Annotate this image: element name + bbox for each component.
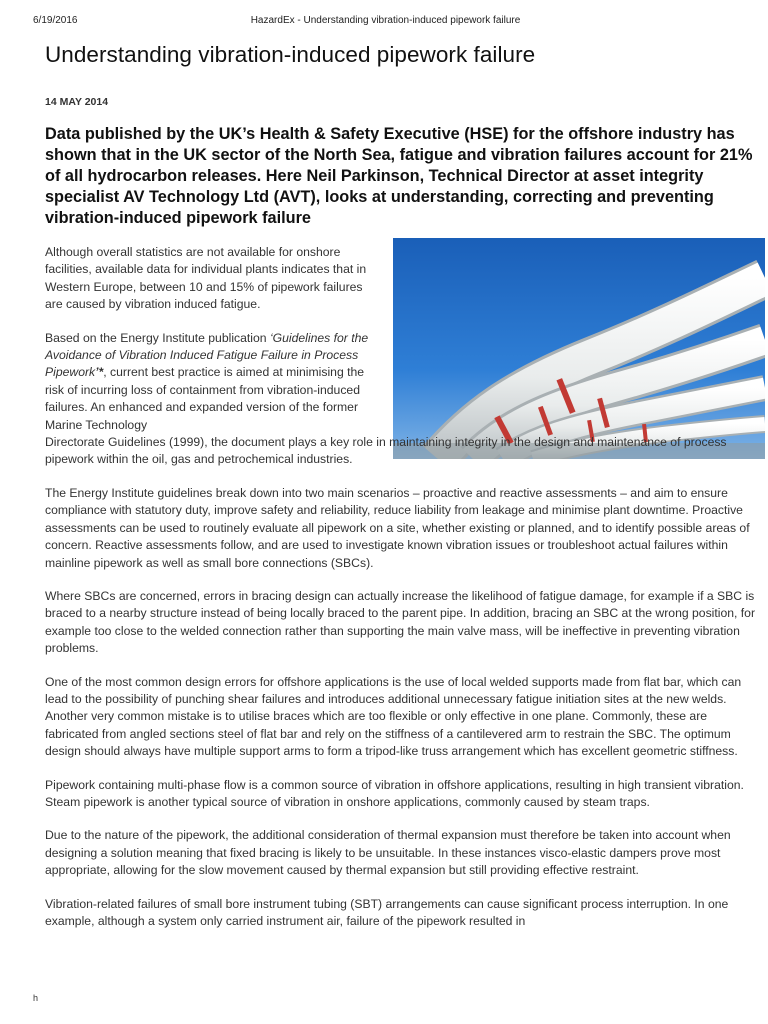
body-paragraph: Although overall statistics are not available for onshore facilities, available data for individual plants indicates that in Western Europe, between 10 and 15% of pipework failures are caused by vibration induced fatigue. <box>45 245 367 312</box>
body-paragraph: Where SBCs are concerned, errors in bracing design can actually increase the likelihood of fatigue damage, for example if a SBC is braced to a nearby structure instead of being locally braced to the parent pipe. In addition, bracing an SBC at the wrong position, for example too close to the welded connection rather than supporting the main valve mass, will be ineffective in preventing vibration problems. <box>45 588 756 656</box>
print-header <box>33 15 738 29</box>
print-page-title: HazardEx - Understanding vibration-induced pipework failure <box>250 15 521 26</box>
article-standfirst: Data published by the UK’s Health & Safety Executive (HSE) for the offshore industry has shown that in the UK sector of the North Sea, fatigue and vibration failures account for 21% of all hydrocarbon releases. Here Neil Parkinson, Technical Director at asset integrity specialist AV Technology Ltd (AVT), looks at understanding, correcting and preventing vibration-induced pipework failure <box>45 125 753 227</box>
body-paragraph: Based on the Energy Institute publication ‘Guidelines for the Avoidance of Vibration Induced Fatigue Failure in Process Pipework’*, current best practice is aimed at minimising the risk of incurring loss of containment from vibration-induced failures. An enhanced and expanded version of the former Marine Technology Directorate Guidelines (1999), the document plays a key role in maintaining integrity in the design and maintenance of process pipework within the oil, gas and petrochemical industries. <box>45 330 727 467</box>
publication-title: ‘Guidelines for the Avoidance of Vibration Induced Fatigue Failure in Process Pipework <box>45 330 369 380</box>
body-paragraph: One of the most common design errors for offshore applications is the use of local welded supports made from flat bar, which can lead to the possibility of punching shear failures and introduces additional unnecessary fatigue initiation sites at the new welds. Another very common mistake is to utilise braces which are too flexible or only effective in one plane. Commonly, these are fabricated from angled sections steel of flat bar and rely on the stiffness of a cantilevered arm to restrain the SBC. The optimum design should always have multiple support arms to form a tripod-like truss arrangement which has excellent geometric stiffness. <box>45 674 742 759</box>
body-paragraph: The Energy Institute guidelines break down into two main scenarios – proactive and reactive assessments – and aim to ensure compliance with statutory duty, improve safety and reliability, reduce liability from leakage and minimise plant downtime. Proactive assessments can be used to routinely evaluate all pipework on a site, whether existing or planned, and to identify possible areas of concern. Reactive assessments follow, and are used to investigate known vibration issues or troubleshoot actual failures within mainline pipework as well as small bore connections (SBCs). <box>45 485 750 570</box>
body-paragraph: Pipework containing multi-phase flow is a common source of vibration in offshore applications, resulting in high transient vibration. Steam pipework is another typical source of vibration in onshore applications, commonly caused by steam traps. <box>45 777 744 809</box>
footer-url-fragment: h <box>33 993 39 1003</box>
body-paragraph: Vibration-related failures of small bore instrument tubing (SBT) arrangements can cause significant process interruption. In one example, although a system only carried instrument air, failure of the pipework resulted in <box>45 896 729 928</box>
body-paragraph: Due to the nature of the pipework, the additional consideration of thermal expansion must therefore be taken into account when designing a solution meaning that fixed bracing is likely to be unsuitable. In these instances visco-elastic dampers prove most appropriate, allowing for the slow movement caused by thermal expansion but still providing effective restraint. <box>45 828 731 878</box>
print-date: 6/19/2016 <box>33 15 78 26</box>
article-date: 14 MAY 2014 <box>45 96 109 108</box>
article-body <box>45 244 760 946</box>
article-title: Understanding vibration-induced pipework failure <box>45 42 536 67</box>
